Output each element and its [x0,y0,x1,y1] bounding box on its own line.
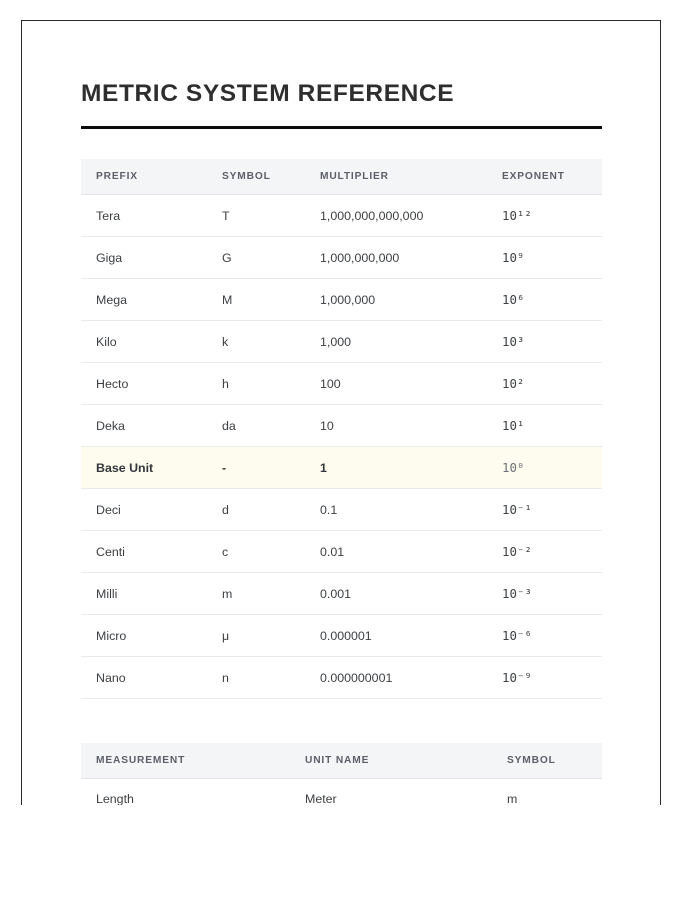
cell-exponent: 10⁻² [487,531,602,573]
cell-exponent: 10¹² [487,195,602,237]
cell-exponent: 10⁹ [487,237,602,279]
cell-prefix: Milli [81,573,207,615]
cell-exponent: 10⁶ [487,279,602,321]
base-units-table [81,743,602,805]
table-header-row [81,743,602,779]
table-row [81,195,602,237]
cell-prefix: Tera [81,195,207,237]
cell-symbol: d [207,489,305,531]
cell-exponent: 10⁰ [487,447,602,489]
cell-symbol: - [207,447,305,489]
cell-prefix: Deci [81,489,207,531]
table-row [81,779,602,806]
metric-prefix-table [81,159,602,699]
units-table-body [81,779,602,806]
cell-multiplier: 1,000 [305,321,487,363]
cell-multiplier: 0.001 [305,573,487,615]
cell-symbol: T [207,195,305,237]
cell-prefix: Mega [81,279,207,321]
cell-symbol: M [207,279,305,321]
table-row [81,489,602,531]
cell-prefix: Deka [81,405,207,447]
cell-multiplier: 0.000000001 [305,657,487,699]
table-row [81,405,602,447]
column-header-prefix: PREFIX [81,159,207,195]
cell-multiplier: 1 [305,447,487,489]
cell-symbol: m [492,779,602,806]
cell-symbol: m [207,573,305,615]
cell-multiplier: 1,000,000,000,000 [305,195,487,237]
document-page [21,20,661,805]
table-row [81,237,602,279]
cell-prefix: Centi [81,531,207,573]
cell-symbol: G [207,237,305,279]
cell-multiplier: 0.1 [305,489,487,531]
cell-exponent: 10⁻⁹ [487,657,602,699]
cell-exponent: 10⁻⁶ [487,615,602,657]
cell-multiplier: 0.01 [305,531,487,573]
table-row [81,321,602,363]
table-row [81,657,602,699]
table-row [81,615,602,657]
cell-symbol: μ [207,615,305,657]
cell-multiplier: 0.000001 [305,615,487,657]
prefix-table-head [81,159,602,195]
column-header-unit-name: UNIT NAME [290,743,492,779]
column-header-symbol: SYMBOL [492,743,602,779]
cell-exponent: 10⁻¹ [487,489,602,531]
cell-multiplier: 100 [305,363,487,405]
cell-symbol: c [207,531,305,573]
cell-prefix: Hecto [81,363,207,405]
table-row [81,363,602,405]
cell-multiplier: 1,000,000 [305,279,487,321]
units-table-head [81,743,602,779]
cell-measurement: Length [81,779,290,806]
column-header-symbol: SYMBOL [207,159,305,195]
cell-symbol: k [207,321,305,363]
cell-unit-name: Meter [290,779,492,806]
page-title: METRIC SYSTEM REFERENCE [81,80,455,107]
cell-symbol: h [207,363,305,405]
table-row [81,531,602,573]
column-header-measurement: MEASUREMENT [81,743,290,779]
table-row [81,447,602,489]
table-row [81,279,602,321]
prefix-table-body [81,195,602,699]
table-header-row [81,159,602,195]
cell-prefix: Base Unit [81,447,207,489]
cell-multiplier: 10 [305,405,487,447]
cell-symbol: n [207,657,305,699]
cell-symbol: da [207,405,305,447]
cell-exponent: 10¹ [487,405,602,447]
cell-prefix: Nano [81,657,207,699]
title-divider [81,126,602,129]
cell-exponent: 10³ [487,321,602,363]
table-row [81,573,602,615]
cell-prefix: Kilo [81,321,207,363]
cell-multiplier: 1,000,000,000 [305,237,487,279]
cell-prefix: Giga [81,237,207,279]
cell-exponent: 10⁻³ [487,573,602,615]
column-header-multiplier: MULTIPLIER [305,159,487,195]
column-header-exponent: EXPONENT [487,159,602,195]
cell-prefix: Micro [81,615,207,657]
cell-exponent: 10² [487,363,602,405]
